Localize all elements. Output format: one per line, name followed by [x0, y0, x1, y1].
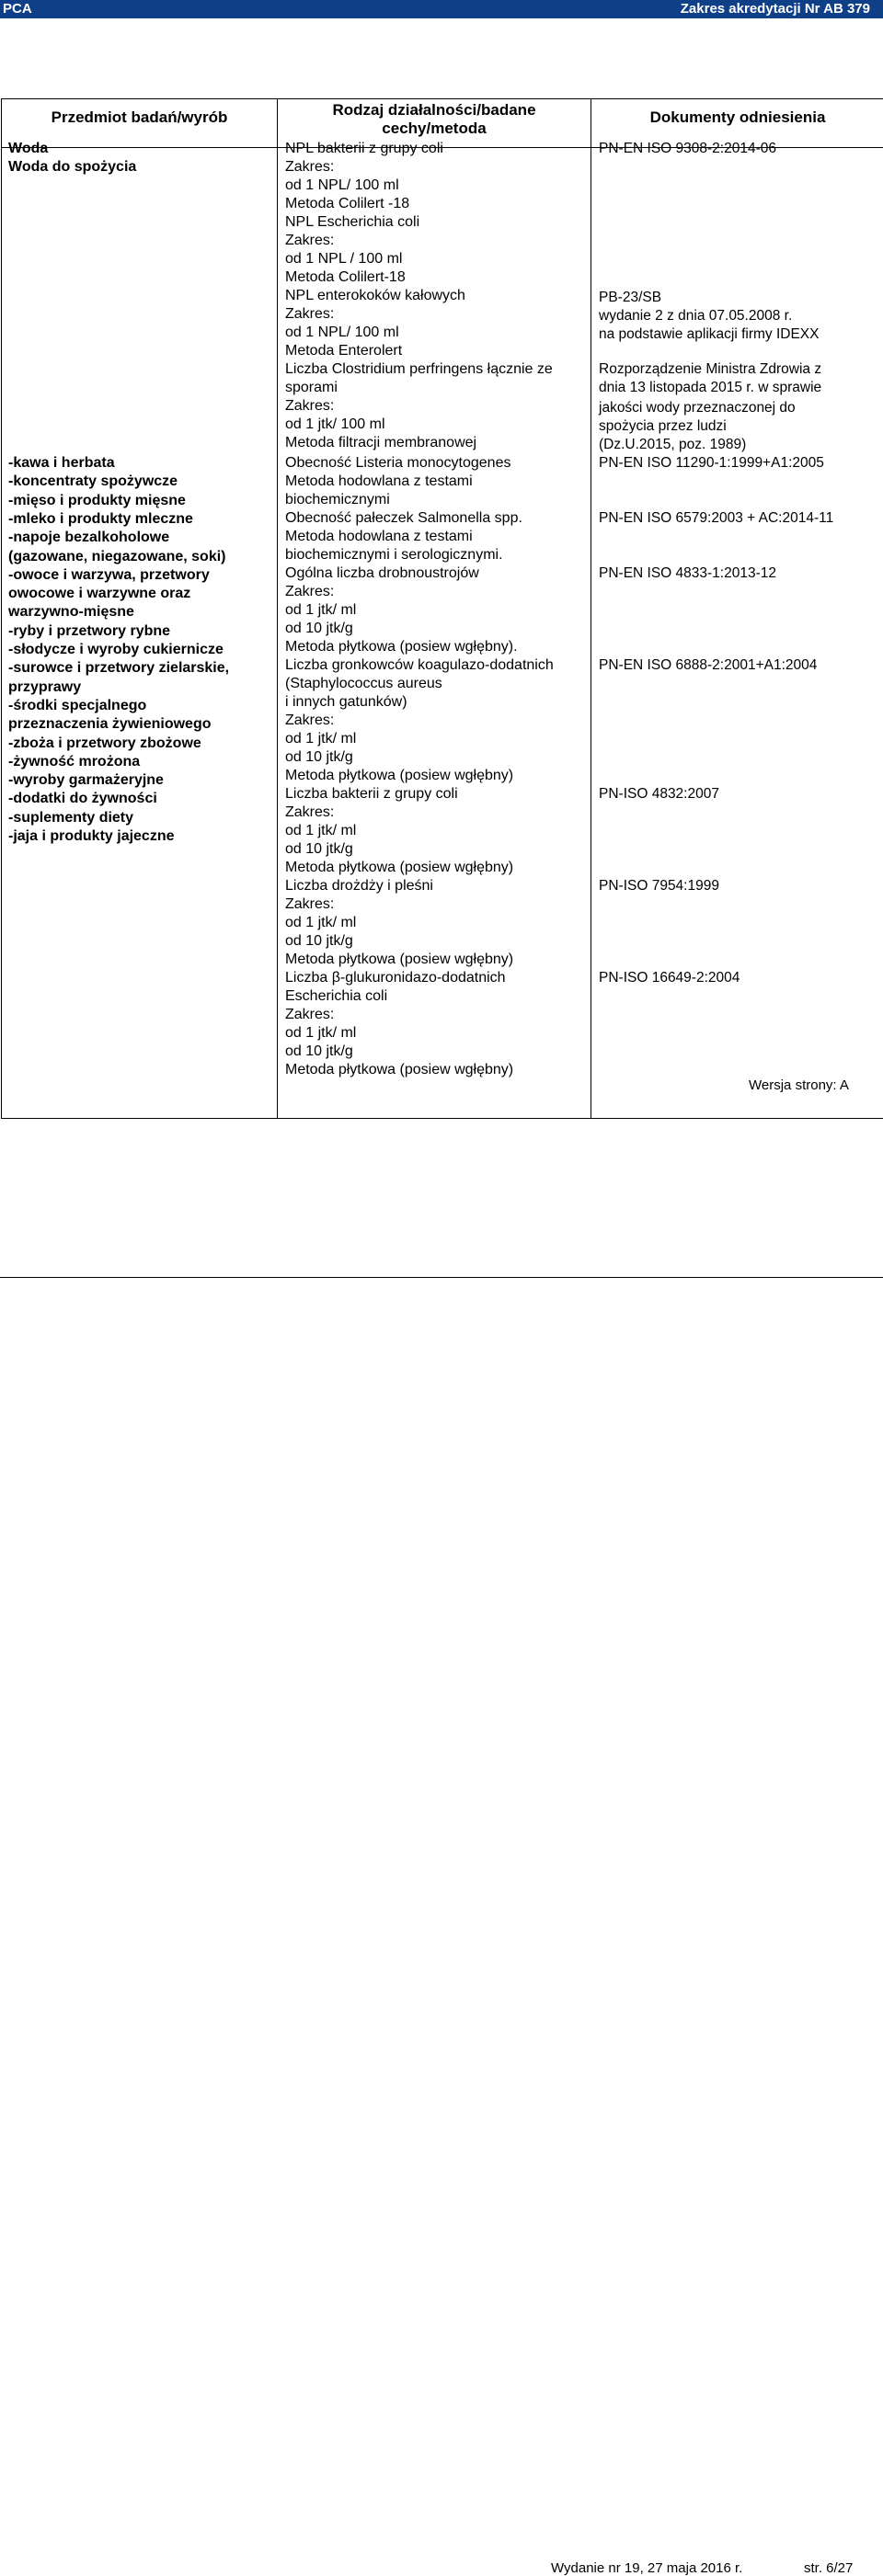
method-line: Zakres: [285, 397, 334, 416]
method-line: Zakres: [285, 232, 334, 250]
method-line: od 10 jtk/g [285, 1043, 353, 1061]
method-line: biochemicznymi [285, 491, 390, 509]
subject-list-item: przeznaczenia żywieniowego [8, 715, 212, 734]
column-header-method-line2: cechy/metoda [278, 120, 591, 138]
method-line: od 10 jtk/g [285, 748, 353, 767]
method-line: Zakres: [285, 804, 334, 822]
method-line: Zakres: [285, 712, 334, 730]
method-line: od 1 jtk/ ml [285, 1024, 356, 1043]
method-line: Liczba gronkowców koagulazo-dodatnich [285, 656, 554, 675]
reference-line: spożycia przez ludzi [599, 417, 727, 436]
method-line: (Staphylococcus aureus [285, 675, 442, 693]
method-line: Zakres: [285, 1006, 334, 1024]
method-line: Ogólna liczba drobnoustrojów [285, 564, 479, 583]
footer-page: str. 6/27 [804, 2560, 853, 2576]
subject-list-item: -ryby i przetwory rybne [8, 622, 170, 641]
reference-line: PN-EN ISO 6579:2003 + AC:2014-11 [599, 509, 833, 528]
method-line: od 10 jtk/g [285, 840, 353, 859]
method-line: Metoda płytkowa (posiew wgłębny). [285, 638, 518, 656]
subject-list-item: -środki specjalnego [8, 697, 146, 715]
method-line: Metoda płytkowa (posiew wgłębny) [285, 1061, 513, 1079]
method-line: Escherichia coli [285, 987, 387, 1006]
subject-cell [2, 148, 278, 1119]
method-line: sporami [285, 379, 338, 397]
subject-list-item: -napoje bezalkoholowe [8, 529, 169, 547]
documents-cell [591, 148, 883, 1119]
method-line: Obecność Listeria monocytogenes [285, 454, 510, 473]
subject-list-item: -suplementy diety [8, 809, 133, 827]
method-line: Liczba drożdży i pleśni [285, 877, 433, 895]
subject-list-item: -mięso i produkty mięsne [8, 492, 186, 510]
accreditation-table [1, 98, 883, 1119]
method-line: od 1 jtk/ ml [285, 822, 356, 840]
subject-list-item: -zboża i przetwory zbożowe [8, 735, 201, 753]
subject-list-item: -owoce i warzywa, przetwory [8, 566, 210, 585]
subject-list-item: -dodatki do żywności [8, 790, 157, 808]
reference-line: PN-EN ISO 11290-1:1999+A1:2005 [599, 454, 824, 473]
reference-line: PN-ISO 16649-2:2004 [599, 969, 740, 987]
method-line: od 1 jtk/ ml [285, 914, 356, 932]
subject-line: Woda do spożycia [8, 158, 136, 177]
method-line: i innych gatunków) [285, 693, 407, 712]
subject-list-item: -mleko i produkty mleczne [8, 510, 193, 529]
reference-line: Rozporządzenie Ministra Zdrowia z [599, 360, 821, 379]
method-line: Metoda Enterolert [285, 342, 402, 360]
method-line: od 10 jtk/g [285, 620, 353, 638]
footer [0, 1277, 883, 1278]
reference-line: PN-ISO 4832:2007 [599, 785, 719, 804]
reference-line: PN-ISO 7954:1999 [599, 877, 719, 895]
header-right: Zakres akredytacji Nr AB 379 [681, 1, 870, 17]
reference-line: na podstawie aplikacji firmy IDEXX [599, 325, 820, 344]
subject-list-item: -koncentraty spożywcze [8, 473, 178, 491]
reference-line: PN-EN ISO 6888-2:2001+A1:2004 [599, 656, 817, 675]
reference-line: PN-EN ISO 4833-1:2013-12 [599, 564, 776, 583]
subject-list-item: warzywno-mięsne [8, 603, 134, 621]
method-line: NPL bakterii z grupy coli [285, 140, 443, 158]
header-left: PCA [3, 1, 32, 17]
method-line: NPL enterokoków kałowych [285, 287, 465, 305]
method-line: od 1 NPL / 100 ml [285, 250, 402, 268]
column-header-documents: Dokumenty odniesienia [591, 99, 883, 148]
method-line: biochemicznymi i serologicznymi. [285, 546, 503, 564]
method-line: Metoda hodowlana z testami [285, 528, 473, 546]
method-line: Zakres: [285, 305, 334, 324]
page-version: Wersja strony: A [749, 1077, 849, 1093]
method-line: od 1 jtk/ 100 ml [285, 416, 385, 434]
subject-list-item: -słodycze i wyroby cukiernicze [8, 641, 224, 659]
method-line: Zakres: [285, 583, 334, 601]
subject-line: Woda [8, 140, 48, 158]
subject-list-item: -kawa i herbata [8, 454, 115, 473]
subject-list-item: owocowe i warzywne oraz [8, 585, 190, 603]
method-line: Obecność pałeczek Salmonella spp. [285, 509, 522, 528]
method-line: Metoda płytkowa (posiew wgłębny) [285, 951, 513, 969]
subject-list-item: (gazowane, niegazowane, soki) [8, 548, 226, 566]
method-line: Metoda hodowlana z testami [285, 473, 473, 491]
column-header-subject: Przedmiot badań/wyrób [2, 99, 278, 148]
reference-line: jakości wody przeznaczonej do [599, 399, 796, 417]
subject-list-item: -surowce i przetwory zielarskie, [8, 659, 229, 678]
method-cell [278, 148, 591, 1119]
column-header-method-line1: Rodzaj działalności/badane [278, 101, 591, 120]
method-line: Metoda Colilert-18 [285, 268, 406, 287]
subject-list-item: -wyroby garmażeryjne [8, 771, 164, 790]
subject-list-item: -jaja i produkty jajeczne [8, 827, 175, 846]
method-line: od 1 jtk/ ml [285, 601, 356, 620]
method-line: Liczba β-glukuronidazo-dodatnich [285, 969, 506, 987]
header-bar [0, 0, 883, 18]
method-line: Zakres: [285, 895, 334, 914]
method-line: od 10 jtk/g [285, 932, 353, 951]
reference-line: wydanie 2 z dnia 07.05.2008 r. [599, 307, 792, 325]
method-line: od 1 NPL/ 100 ml [285, 324, 399, 342]
method-line: Liczba bakterii z grupy coli [285, 785, 458, 804]
subject-list-item: -żywność mrożona [8, 753, 140, 771]
method-line: Metoda płytkowa (posiew wgłębny) [285, 859, 513, 877]
method-line: Zakres: [285, 158, 334, 177]
method-line: Metoda Colilert -18 [285, 195, 409, 213]
subject-list-item: przyprawy [8, 678, 81, 697]
footer-edition: Wydanie nr 19, 27 maja 2016 r. [551, 2560, 742, 2576]
method-line: NPL Escherichia coli [285, 213, 419, 232]
method-line: Metoda filtracji membranowej [285, 434, 476, 452]
method-line: od 1 NPL/ 100 ml [285, 177, 399, 195]
method-line: od 1 jtk/ ml [285, 730, 356, 748]
method-line: Liczba Clostridium perfringens łącznie ze [285, 360, 553, 379]
reference-line: PB-23/SB [599, 289, 661, 307]
reference-line: PN-EN ISO 9308-2:2014-06 [599, 140, 776, 158]
reference-line: dnia 13 listopada 2015 r. w sprawie [599, 379, 821, 397]
reference-line: (Dz.U.2015, poz. 1989) [599, 436, 746, 454]
method-line: Metoda płytkowa (posiew wgłębny) [285, 767, 513, 785]
